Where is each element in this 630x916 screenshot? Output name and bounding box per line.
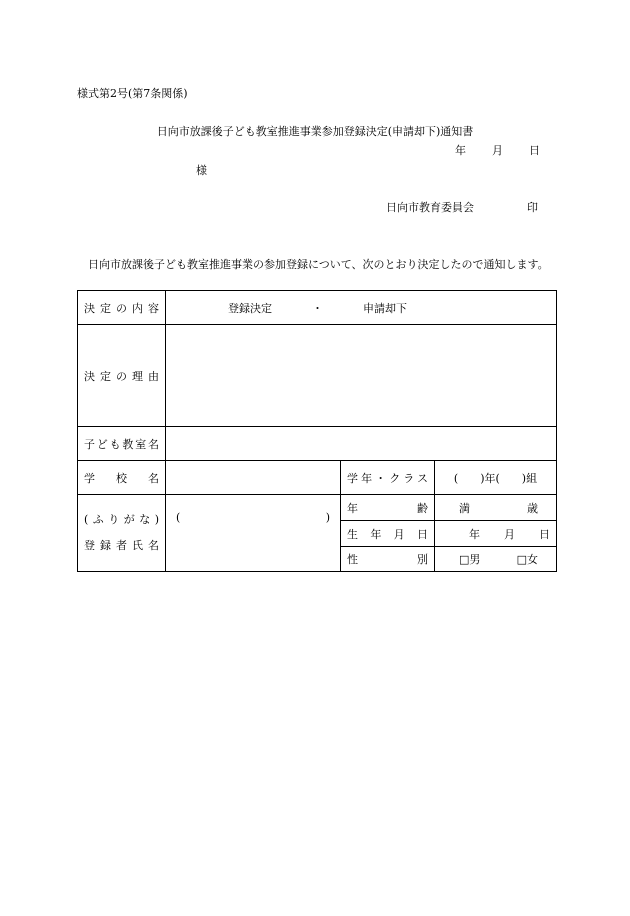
school-row — [78, 461, 557, 495]
grade-class-label: 学年・クラス — [341, 461, 435, 495]
registrant-name-field[interactable] — [166, 495, 341, 572]
classroom-label: 子ども教室名 — [78, 427, 166, 461]
age-label: 年齢 — [341, 495, 435, 521]
decision-value[interactable] — [166, 291, 557, 325]
sex-field[interactable] — [435, 547, 557, 572]
issuer-name: 日向市教育委員会 — [386, 201, 474, 214]
reason-field[interactable] — [166, 325, 557, 427]
furigana-label: (ふりがな) — [84, 513, 159, 526]
decision-approve: 登録決定 — [228, 301, 272, 315]
reason-row — [78, 325, 557, 427]
date-day: 日 — [529, 144, 540, 157]
birthdate-field[interactable] — [435, 521, 557, 547]
notice-body: 日向市放課後子ども教室推進事業の参加登録について、次のとおり決定したので通知します。 — [88, 258, 549, 271]
date-line — [455, 142, 540, 158]
furigana-close-paren: ) — [325, 511, 330, 524]
form-number: 様式第2号(第7条関係) — [77, 87, 188, 100]
birth-day: 日 — [539, 527, 551, 541]
age-field[interactable] — [435, 495, 557, 521]
name-label-cell — [78, 495, 166, 572]
date-month: 月 — [492, 144, 503, 157]
document-title: 日向市放課後子ども教室推進事業参加登録決定(申請却下)通知書 — [156, 125, 474, 138]
registrant-name-label: 登録者氏名 — [84, 539, 159, 552]
sex-label: 性別 — [341, 547, 435, 572]
registration-table — [77, 290, 557, 572]
classroom-field[interactable] — [166, 427, 557, 461]
sex-female-checkbox[interactable]: □女 — [516, 553, 539, 566]
school-field[interactable] — [166, 461, 341, 495]
decision-separator: ・ — [312, 301, 323, 315]
seal-mark: 印 — [527, 201, 538, 214]
age-prefix: 満 — [459, 501, 470, 515]
birth-year: 年 — [469, 527, 480, 541]
sex-male-checkbox[interactable]: □男 — [459, 553, 481, 566]
grade-class-value[interactable]: ( )年( )組 — [435, 461, 557, 495]
birth-month: 月 — [504, 527, 516, 541]
furigana-open-paren: ( — [176, 511, 181, 524]
decision-reject: 申請却下 — [363, 301, 407, 315]
age-suffix: 歳 — [527, 501, 539, 515]
age-row — [78, 495, 557, 521]
decision-row — [78, 291, 557, 325]
classroom-row — [78, 427, 557, 461]
decision-label: 決定の内容 — [78, 291, 166, 325]
addressee-suffix: 様 — [196, 164, 207, 177]
date-year: 年 — [455, 144, 466, 157]
reason-label: 決定の理由 — [78, 325, 166, 427]
birthdate-label: 生年月日 — [341, 521, 435, 547]
school-label: 学校名 — [78, 461, 166, 495]
